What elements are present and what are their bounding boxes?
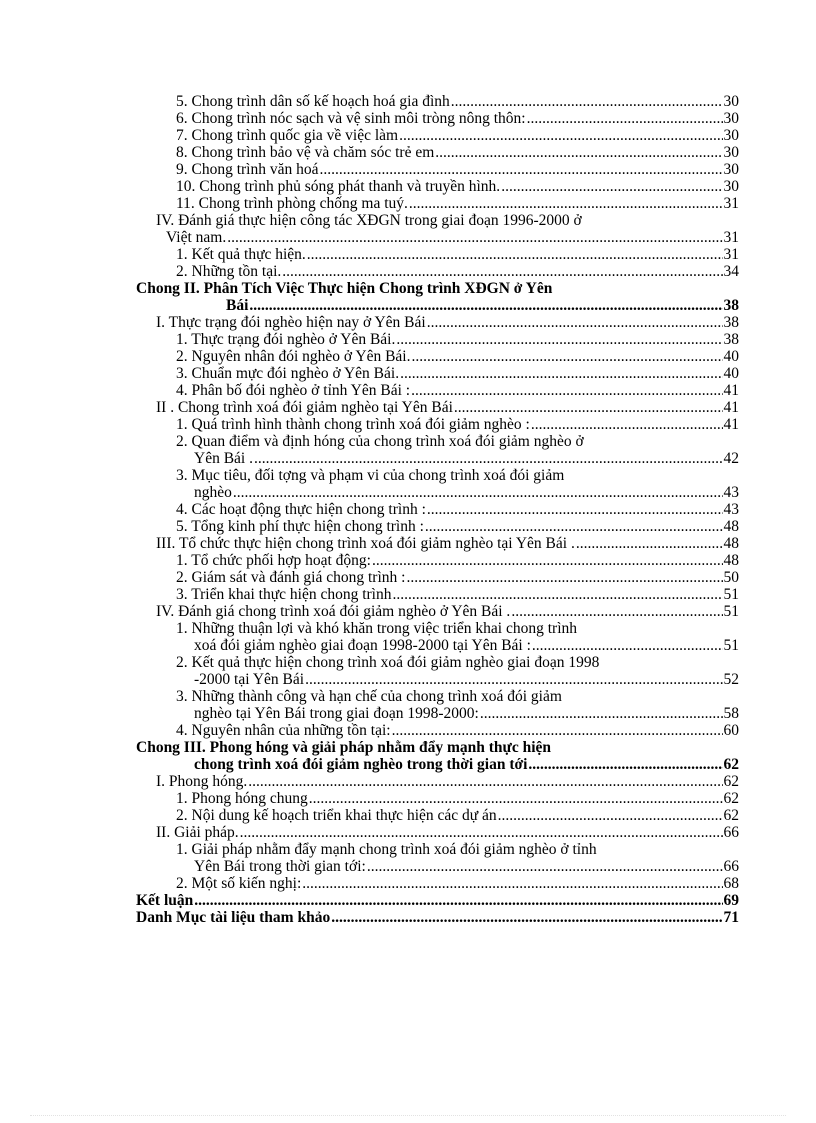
toc-entry-label: xoá đói giảm nghèo giai đoạn 1998-2000 tại Yên Bái :	[194, 637, 531, 654]
toc-page-number: 48	[723, 552, 739, 569]
toc-entry-label: Yên Bái trong thời gian tới:	[194, 858, 366, 875]
toc-entry-label: III. Tổ chức thực hiện chong trình xoá đói giảm nghèo tại Yên Bái .	[156, 535, 575, 552]
toc-entry-label: 1. Thực trạng đói nghèo ở Yên Bái.	[176, 331, 396, 348]
toc-page-number: 68	[723, 875, 739, 892]
toc-entry[interactable]	[136, 603, 739, 620]
toc-leader-dots	[528, 756, 722, 773]
toc-entry-label: 5. Tổng kinh phí thực hiện chong trình :	[176, 518, 424, 535]
toc-entry[interactable]	[136, 586, 739, 603]
toc-page-number: 30	[723, 110, 739, 127]
toc-entry[interactable]	[136, 858, 739, 875]
toc-entry-label: 1. Quá trình hình thành chong trình xoá đói giảm nghèo :	[176, 416, 530, 433]
toc-page-number: 31	[723, 229, 739, 246]
toc-page-number: 34	[723, 263, 739, 280]
toc-page-number: 48	[723, 535, 739, 552]
toc-leader-dots	[480, 705, 723, 722]
toc-page-number: 42	[723, 450, 739, 467]
toc-leader-dots	[302, 875, 722, 892]
toc-entry-label: 9. Chong trình văn hoá	[176, 161, 319, 178]
toc-entry-label: nghèo	[194, 484, 232, 501]
toc-leader-dots	[367, 858, 723, 875]
toc-entry-label: 2. Những tồn tại.	[176, 263, 282, 280]
toc-entry-label: 6. Chong trình nóc sạch và vệ sinh môi tròng nông thôn:	[176, 110, 526, 127]
toc-leader-dots	[427, 314, 723, 331]
toc-leader-dots	[411, 382, 722, 399]
toc-entry[interactable]	[136, 365, 739, 382]
toc-leader-dots	[531, 416, 723, 433]
toc-entry-label: 11. Chong trình phòng chống ma tuý.	[176, 195, 408, 212]
toc-entry[interactable]	[136, 671, 739, 688]
toc-entry-line1[interactable]: 1. Giải pháp nhằm đẩy mạnh chong trình xoá đói giảm nghèo ở tỉnh	[176, 841, 597, 858]
toc-entry-label: 2. Nội dung kế hoạch triển khai thực hiện các dự án	[176, 807, 497, 824]
toc-entry-label: I. Phong hóng.	[156, 773, 248, 790]
toc-leader-dots	[435, 144, 722, 161]
toc-entry-label: 2. Một số kiến nghị:	[176, 875, 302, 892]
toc-entry[interactable]	[136, 705, 739, 722]
toc-entry-label: 5. Chong trình dân số kế hoạch hoá gia đình	[176, 93, 450, 110]
toc-leader-dots	[501, 178, 722, 195]
toc-leader-dots	[532, 637, 723, 654]
toc-entry-line1[interactable]: 3. Mục tiêu, đối tợng và phạm vi của chong trình xoá đói giảm	[176, 467, 565, 484]
toc-entry-label: Yên Bái .	[194, 450, 253, 467]
toc-leader-dots	[527, 110, 723, 127]
toc-chapter[interactable]	[136, 909, 739, 926]
toc-entry[interactable]	[136, 399, 739, 416]
toc-page-number: 43	[723, 501, 739, 518]
toc-page-number: 30	[723, 161, 739, 178]
toc-entry[interactable]	[136, 807, 739, 824]
toc-entry-label: 8. Chong trình bảo vệ và chăm sóc trẻ em	[176, 144, 435, 161]
toc-entry-line1[interactable]: 1. Những thuận lợi và khó khăn trong việc triển khai chong trình	[176, 620, 578, 637]
toc-page-number: 30	[723, 178, 739, 195]
toc-page-number: 51	[723, 637, 739, 654]
toc-entry[interactable]	[136, 161, 739, 178]
toc-leader-dots	[576, 535, 723, 552]
toc-entry-label: 2. Giám sát và đánh giá chong trình :	[176, 569, 406, 586]
toc-entry[interactable]	[136, 875, 739, 892]
toc-page-number: 66	[723, 824, 739, 841]
toc-entry-label: Kết luận	[136, 892, 194, 909]
toc-chapter[interactable]	[136, 297, 739, 314]
toc-page-number: 62	[723, 773, 739, 790]
toc-chapter-line1[interactable]: Chong II. Phân Tích Việc Thực hiện Chong trình XĐGN ở Yên	[136, 280, 553, 297]
toc-entry[interactable]	[136, 501, 739, 518]
toc-leader-dots	[309, 790, 723, 807]
toc-leader-dots	[396, 331, 722, 348]
toc-entry-label: 10. Chong trình phủ sóng phát thanh và truyền hình.	[176, 178, 501, 195]
toc-entry-label: 4. Phân bố đói nghèo ở tỉnh Yên Bái :	[176, 382, 411, 399]
toc-entry[interactable]	[136, 110, 739, 127]
toc-entry[interactable]	[136, 314, 739, 331]
toc-entry[interactable]	[136, 348, 739, 365]
toc-leader-dots	[233, 484, 723, 501]
toc-chapter[interactable]	[136, 756, 739, 773]
toc-page-number: 30	[723, 93, 739, 110]
toc-entry[interactable]	[136, 552, 739, 569]
toc-leader-dots	[399, 127, 722, 144]
toc-leader-dots	[248, 773, 722, 790]
toc-entry-label: Bái	[226, 297, 249, 314]
toc-page-number: 71	[723, 909, 739, 926]
toc-entry-label: 2. Nguyên nhân đói nghèo ở Yên Bái.	[176, 348, 411, 365]
toc-entry[interactable]	[136, 637, 739, 654]
toc-entry[interactable]	[136, 824, 739, 841]
toc-entry[interactable]	[136, 518, 739, 535]
toc-page-number: 41	[723, 382, 739, 399]
toc-leader-dots	[427, 501, 723, 518]
toc-leader-dots	[372, 552, 723, 569]
toc-entry-label: chong trình xoá đói giảm nghèo trong thời gian tới	[194, 756, 528, 773]
toc-entry-label: 1. Tổ chức phối hợp hoạt động:	[176, 552, 371, 569]
page-bottom-rule	[30, 1115, 786, 1116]
toc-page-number: 62	[723, 756, 739, 773]
toc-page-number: 50	[723, 569, 739, 586]
toc-leader-dots	[406, 569, 722, 586]
toc-entry[interactable]	[136, 144, 739, 161]
toc-page-number: 58	[723, 705, 739, 722]
toc-entry[interactable]	[136, 790, 739, 807]
toc-entry[interactable]	[136, 416, 739, 433]
toc-entry[interactable]	[136, 722, 739, 739]
toc-entry[interactable]	[136, 569, 739, 586]
toc-page-number: 30	[723, 144, 739, 161]
toc-leader-dots	[409, 195, 723, 212]
toc-leader-dots	[282, 263, 722, 280]
toc-entry-label: Việt nam.	[166, 229, 227, 246]
toc-entry-label: I. Thực trạng đói nghèo hiện nay ở Yên Bái	[156, 314, 426, 331]
toc-leader-dots	[307, 246, 723, 263]
toc-page-number: 62	[723, 790, 739, 807]
toc-page-number: 41	[723, 399, 739, 416]
toc-entry-label: 3. Chuẩn mực đói nghèo ở Yên Bái.	[176, 365, 400, 382]
toc-leader-dots	[392, 722, 723, 739]
toc-leader-dots	[331, 909, 722, 926]
toc-leader-dots	[392, 586, 722, 603]
toc-entry-line1[interactable]: 2. Kết quả thực hiện chong trình xoá đói giảm nghèo giai đoạn 1998	[176, 654, 600, 671]
toc-leader-dots	[511, 603, 722, 620]
toc-leader-dots	[400, 365, 722, 382]
toc-page-number: 30	[723, 127, 739, 144]
toc-entry-label: 3. Triển khai thực hiện chong trình	[176, 586, 392, 603]
toc-page-number: 52	[723, 671, 739, 688]
toc-leader-dots	[305, 671, 722, 688]
toc-entry-label: 7. Chong trình quốc gia về việc làm	[176, 127, 399, 144]
toc-entry[interactable]	[136, 229, 739, 246]
toc-entry-label: nghèo tại Yên Bái trong giai đoạn 1998-2000:	[194, 705, 479, 722]
toc-page-number: 31	[723, 246, 739, 263]
toc-entry[interactable]	[136, 450, 739, 467]
toc-leader-dots	[498, 807, 723, 824]
toc-page-number: 43	[723, 484, 739, 501]
toc-page-number: 48	[723, 518, 739, 535]
toc-page-number: 60	[723, 722, 739, 739]
toc-page-number: 41	[723, 416, 739, 433]
toc-entry[interactable]	[136, 127, 739, 144]
toc-leader-dots	[320, 161, 723, 178]
toc-page-number: 40	[723, 365, 739, 382]
toc-page-number: 40	[723, 348, 739, 365]
toc-entry-label: Danh Mục tài liệu tham khảo	[136, 909, 331, 926]
toc-entry-label: IV. Đánh giá chong trình xoá đói giảm nghèo ở Yên Bái .	[156, 603, 511, 620]
toc-entry[interactable]	[136, 195, 739, 212]
toc-entry-label: -2000 tại Yên Bái	[194, 671, 305, 688]
toc-leader-dots	[227, 229, 722, 246]
toc-leader-dots	[254, 450, 723, 467]
toc-entry[interactable]	[136, 246, 739, 263]
toc-leader-dots	[249, 297, 722, 314]
toc-entry-label: II. Giải pháp.	[156, 824, 239, 841]
toc-page-number: 51	[723, 586, 739, 603]
toc-entry[interactable]	[136, 382, 739, 399]
toc-page-number: 69	[723, 892, 739, 909]
toc-page-number: 66	[723, 858, 739, 875]
toc-chapter[interactable]	[136, 892, 739, 909]
toc-leader-dots	[194, 892, 722, 909]
toc-entry-line1[interactable]: 3. Những thành công và hạn chế của chong trình xoá đói giảm	[176, 688, 562, 705]
toc-entry[interactable]	[136, 263, 739, 280]
toc-entry-line1[interactable]: IV. Đánh giá thực hiện công tác XĐGN trong giai đoạn 1996-2000 ở	[156, 212, 582, 229]
toc-page-number: 38	[723, 314, 739, 331]
toc-leader-dots	[451, 93, 723, 110]
toc-leader-dots	[240, 824, 723, 841]
toc-entry-label: 1. Phong hóng chung	[176, 790, 308, 807]
toc-entry[interactable]	[136, 484, 739, 501]
toc-page-number: 38	[723, 297, 739, 314]
toc-entry-label: 4. Các hoạt động thực hiện chong trình :	[176, 501, 426, 518]
toc-page-number: 62	[723, 807, 739, 824]
toc-entry-label: II . Chong trình xoá đói giảm nghèo tại Yên Bái	[156, 399, 453, 416]
toc-entry[interactable]	[136, 535, 739, 552]
toc-chapter-line1[interactable]: Chong III. Phong hóng và giải pháp nhằm đẩy mạnh thực hiện	[136, 739, 552, 756]
toc-entry-line1[interactable]: 2. Quan điểm và định hóng của chong trình xoá đói giảm nghèo ở	[176, 433, 584, 450]
toc-page-number: 38	[723, 331, 739, 348]
toc-entry-label: 1. Kết quả thực hiện.	[176, 246, 306, 263]
toc-entry[interactable]	[136, 93, 739, 110]
toc-entry[interactable]	[136, 773, 739, 790]
toc-entry[interactable]	[136, 331, 739, 348]
toc-leader-dots	[425, 518, 723, 535]
toc-entry[interactable]	[136, 178, 739, 195]
toc-leader-dots	[454, 399, 723, 416]
table-of-contents	[136, 93, 739, 926]
toc-entry-label: 4. Nguyên nhân của những tồn tại:	[176, 722, 391, 739]
toc-page-number: 51	[723, 603, 739, 620]
toc-leader-dots	[411, 348, 722, 365]
toc-page-number: 31	[723, 195, 739, 212]
